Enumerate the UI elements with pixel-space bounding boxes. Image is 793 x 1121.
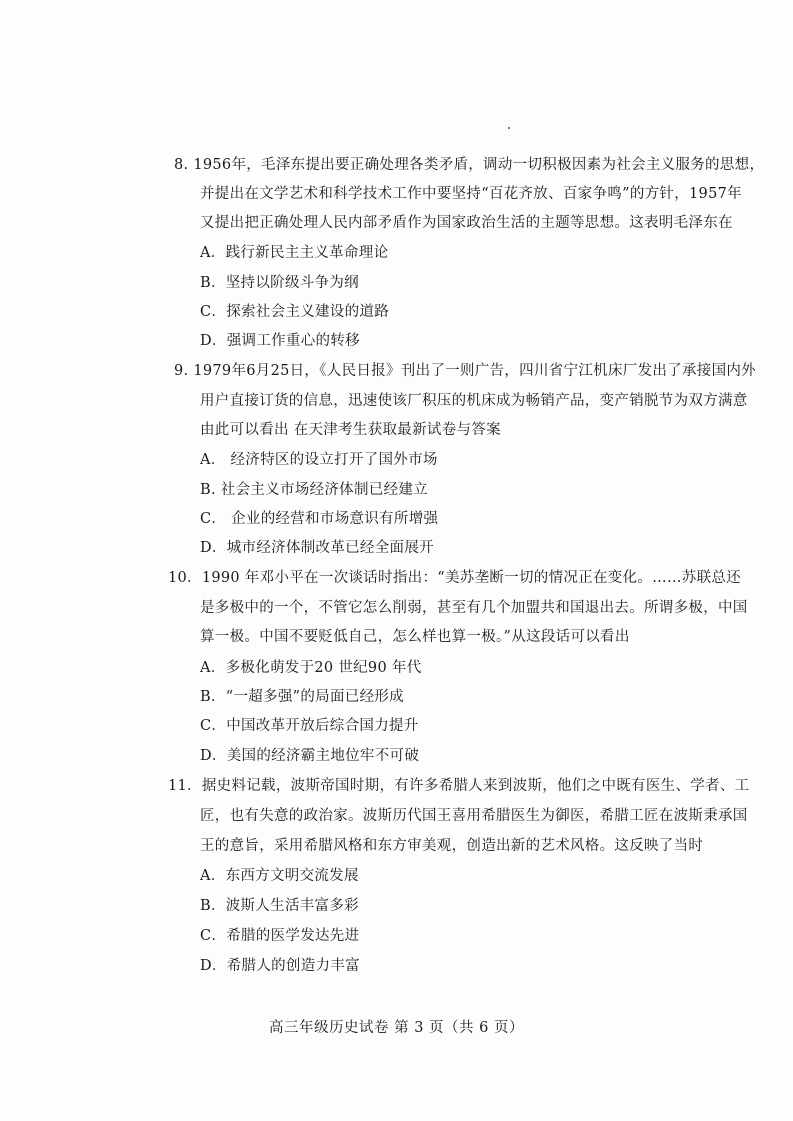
q8-option-c: C．探索社会主义建设的道路 xyxy=(200,304,389,320)
q10-option-a: A．多极化萌发于20 世纪90 年代 xyxy=(200,660,422,676)
q8-stem-line-3: 又提出把正确处理人民内部矛盾作为国家政治生活的主题等思想。这表明毛泽东在 xyxy=(200,215,733,231)
q10-option-b: B．“一超多强”的局面已经形成 xyxy=(200,689,404,705)
q11-stem-line-2: 匠，也有失意的政治家。波斯历代国王喜用希腊医生为御医，希腊工匠在波斯秉承国 xyxy=(200,808,748,824)
q9-option-c: C． 企业的经营和市场意识有所增强 xyxy=(200,511,439,527)
q9-option-d: D．城市经济体制改革已经全面展开 xyxy=(200,540,434,556)
q11-option-a: A．东西方文明交流发展 xyxy=(200,868,359,884)
q10-stem-line-1: 10．1990 年邓小平在一次谈话时指出：“美苏垄断一切的情况正在变化。……苏联总还 xyxy=(168,570,741,586)
q10-stem-line-2: 是多极中的一个，不管它怎么削弱，甚至有几个加盟共和国退出去。所谓多极，中国 xyxy=(200,600,748,616)
page-footer: 高三年级历史试卷 第 3 页（共 6 页） xyxy=(269,1020,524,1036)
q11-option-d: D．希腊人的创造力丰富 xyxy=(200,958,360,974)
q8-option-b: B．坚持以阶级斗争为纲 xyxy=(200,275,359,291)
q9-option-a: A． 经济特区的设立打开了国外市场 xyxy=(200,452,438,468)
q8-option-a: A．践行新民主主义革命理论 xyxy=(200,245,389,261)
q9-stem-line-2: 用户直接订货的信息，迅速使该厂积压的机床成为畅销产品，变产销脱节为双方满意 xyxy=(200,393,748,409)
q11-option-c: C．希腊的医学发达先进 xyxy=(200,928,360,944)
q8-stem-line-1: 8. 1956年，毛泽东提出要正确处理各类矛盾，调动一切积极因素为社会主义服务的思想， xyxy=(174,157,765,173)
q9-stem-line-1: 9. 1979年6月25日，《人民日报》刊出了一则广告，四川省宁江机床厂发出了承接国内外 xyxy=(174,363,756,379)
q11-stem-line-1: 11．据史料记载，波斯帝国时期，有许多希腊人来到波斯，他们之中既有医生、学者、工 xyxy=(168,778,750,794)
q11-option-b: B．波斯人生活丰富多彩 xyxy=(200,898,359,914)
q9-option-b: B. 社会主义市场经济体制已经建立 xyxy=(200,482,428,498)
q8-option-d: D．强调工作重心的转移 xyxy=(200,333,360,349)
q8-stem-line-2: 并提出在文学艺术和科学技术工作中要坚持“百花齐放、百家争鸣”的方针，1957年 xyxy=(200,186,742,202)
q10-stem-line-3: 算一极。中国不要贬低自己，怎么样也算一极。”从这段话可以看出 xyxy=(200,629,630,645)
scan-speck xyxy=(508,127,510,129)
q10-option-c: C．中国改革开放后综合国力提升 xyxy=(200,718,419,734)
q9-stem-line-3: 由此可以看出 在天津考生获取最新试卷与答案 xyxy=(200,422,501,438)
q11-stem-line-3: 王的意旨，采用希腊风格和东方审美观，创造出新的艺术风格。这反映了当时 xyxy=(200,838,704,854)
q10-option-d: D．美国的经济霸主地位牢不可破 xyxy=(200,748,420,764)
